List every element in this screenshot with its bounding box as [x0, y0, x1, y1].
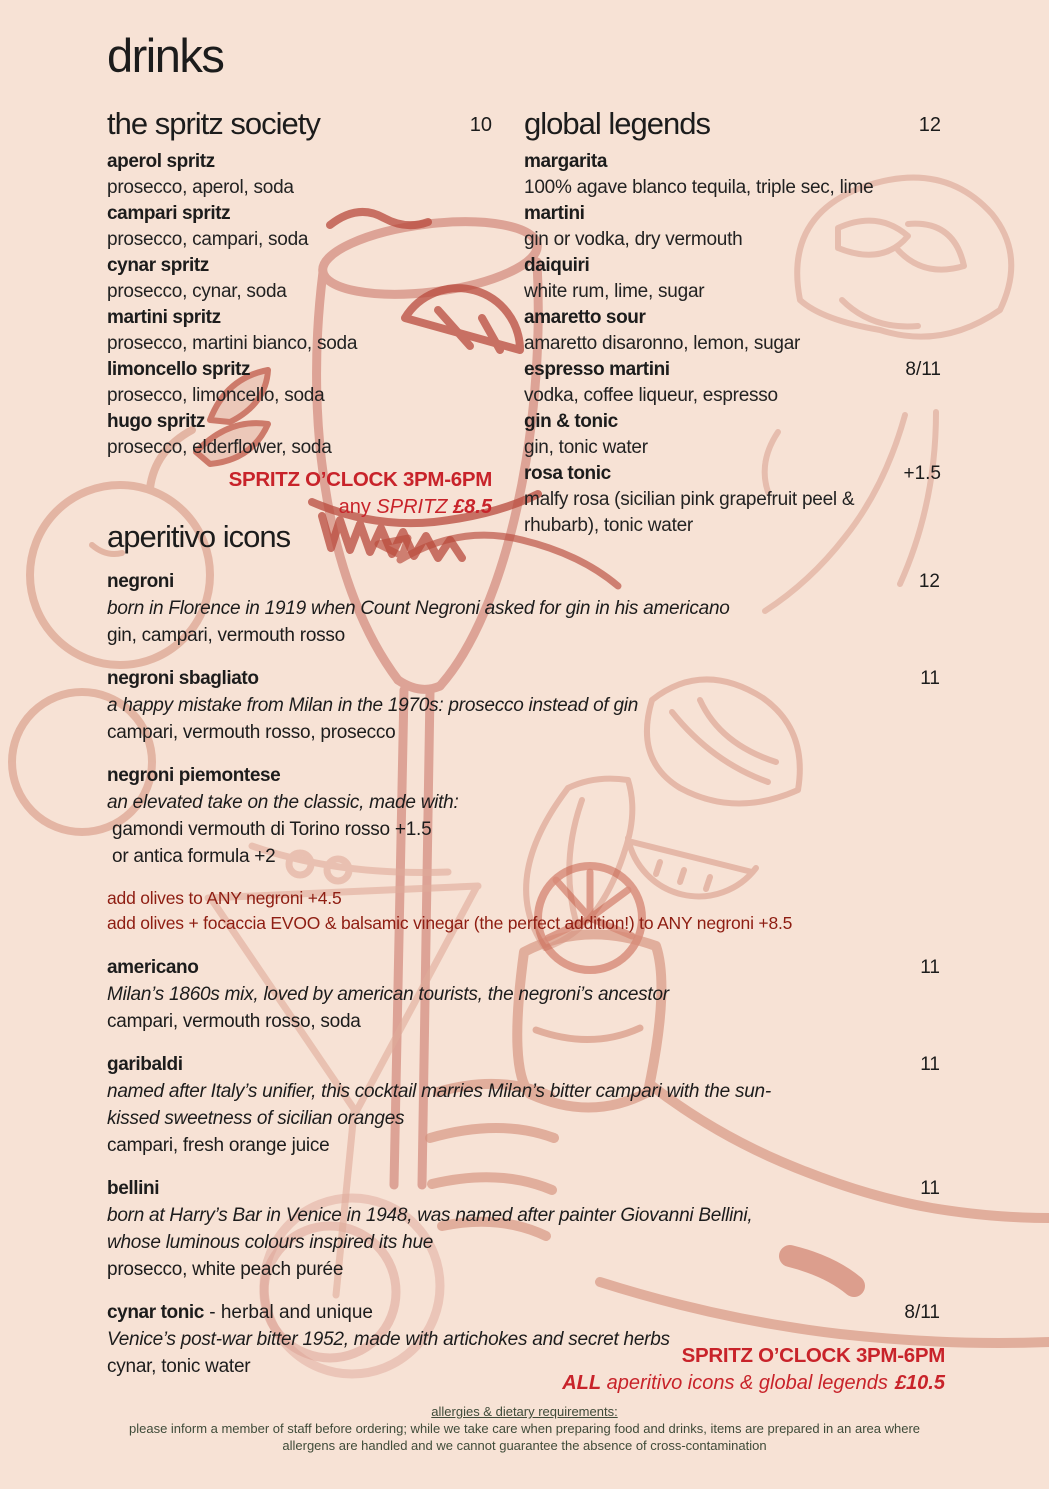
section-price: 10 — [469, 114, 492, 136]
menu-item-martini: martini gin or vodka, dry vermouth — [524, 203, 743, 250]
menu-item-gin-tonic: gin & tonic gin, tonic water — [524, 411, 648, 458]
allergy-notice — [0, 1403, 1049, 1454]
negroni-addons — [107, 886, 940, 936]
menu-item-limoncello-spritz: limoncello spritz prosecco, limoncello, soda — [107, 359, 325, 406]
section-global-legends — [524, 106, 941, 539]
section-price: 12 — [918, 114, 941, 136]
item-ingredients: cynar, tonic water — [107, 1356, 251, 1377]
section-title: global legends — [524, 106, 710, 141]
page-title: drinks — [107, 29, 224, 82]
item-price: 8/11 — [904, 1302, 940, 1323]
menu-item-amaretto-sour: amaretto sour amaretto disaronno, lemon, sugar — [524, 307, 801, 354]
section-title: aperitivo icons — [107, 519, 291, 554]
item-price: +1.5 — [903, 463, 941, 484]
item-story: an elevated take on the classic, made with: — [107, 792, 459, 813]
menu-item-cynar-spritz: cynar spritz prosecco, cynar, soda — [107, 255, 287, 302]
item-ingredients: campari, fresh orange juice — [107, 1135, 330, 1156]
promo-offer: any SPRITZ £8.5 — [338, 496, 492, 518]
item-price: 11 — [920, 957, 940, 978]
menu-item-hugo-spritz: hugo spritz prosecco, elderflower, soda — [107, 411, 332, 458]
addon-line: add olives to ANY negroni +4.5 — [107, 888, 342, 908]
section-spritz-society — [107, 106, 492, 521]
allergy-body: please inform a member of staff before ordering; while we take care when preparing food and drinks, items are prepared in an area where allergens are handled and we cannot guarantee the absence of cross-contamination — [128, 1421, 921, 1453]
menu-item-negroni: negroni 12 born in Florence in 1919 when Count Negroni asked for gin in his americano gin, campari, vermouth rosso — [107, 568, 940, 649]
promo-offer: ALL aperitivo icons & global legends £10.5 — [562, 1372, 945, 1394]
menu-item-margarita: margarita 100% agave blanco tequila, triple sec, lime — [524, 151, 874, 198]
section-header — [107, 106, 492, 142]
item-story: Milan’s 1860s mix, loved by american tourists, the negroni’s ancestor — [107, 984, 669, 1005]
menu-item-campari-spritz: campari spritz prosecco, campari, soda — [107, 203, 309, 250]
section-title: the spritz society — [107, 106, 320, 141]
item-price: 11 — [920, 1178, 940, 1199]
menu-item-rosa-tonic: rosa tonic +1.5 malfy rosa (sicilian pink grapefruit peel & rhubarb), tonic water — [524, 463, 941, 536]
section-header — [524, 106, 941, 142]
menu-item-cynar-tonic: cynar tonic - herbal and unique 8/11 Venice’s post-war bitter 1952, made with artichokes and secret herbs cynar, tonic water — [107, 1299, 940, 1380]
allergy-heading: allergies & dietary requirements: — [431, 1404, 618, 1419]
menu-item-negroni-sbagliato: negroni sbagliato 11 a happy mistake from Milan in the 1970s: prosecco instead of gin campari, vermouth rosso, prosecco — [107, 665, 940, 746]
menu-item-espresso-martini: espresso martini 8/11 vodka, coffee liqueur, espresso — [524, 359, 941, 406]
promo-headline: SPRITZ O’CLOCK 3PM-6PM — [228, 468, 492, 491]
item-option: or antica formula +2 — [112, 846, 276, 867]
item-price: 11 — [920, 1054, 940, 1075]
happy-hour-promo — [562, 1342, 945, 1397]
item-ingredients: campari, vermouth rosso, soda — [107, 1011, 361, 1032]
spritz-oclock-promo — [107, 466, 492, 521]
section-aperitivo-icons — [107, 519, 940, 1396]
item-story: named after Italy’s unifier, this cocktail marries Milan’s bitter campari with the sun-kissed sweetness of sicilian oranges — [107, 1081, 771, 1129]
item-ingredients: campari, vermouth rosso, prosecco — [107, 722, 396, 743]
menu-item-americano: americano 11 Milan’s 1860s mix, loved by american tourists, the negroni’s ancestor campari, vermouth rosso, soda — [107, 954, 940, 1035]
addon-line: add olives + focaccia EVOO & balsamic vinegar (the perfect addition!) to ANY negroni +8.5 — [107, 913, 793, 933]
menu-item-garibaldi: garibaldi 11 named after Italy’s unifier, this cocktail marries Milan’s bitter campari with the sun-kissed sweetness of sicilian oranges campari, fresh orange juice — [107, 1051, 940, 1159]
menu-item-bellini: bellini 11 born at Harry’s Bar in Venice in 1948, was named after painter Giovanni Bellini, whose luminous colours inspired its hue prosecco, white peach purée — [107, 1175, 940, 1283]
promo-headline: SPRITZ O’CLOCK 3PM-6PM — [681, 1344, 945, 1367]
menu-item-negroni-piemontese: negroni piemontese an elevated take on the classic, made with: gamondi vermouth di Torino rosso +1.5 or antica formula +2 — [107, 762, 940, 870]
item-tagline: - herbal and unique — [203, 1302, 373, 1323]
item-price: 11 — [920, 668, 940, 689]
item-price: 8/11 — [905, 359, 941, 380]
menu-item-martini-spritz: martini spritz prosecco, martini bianco, soda — [107, 307, 358, 354]
item-option: gamondi vermouth di Torino rosso +1.5 — [112, 819, 432, 840]
item-ingredients: gin, campari, vermouth rosso — [107, 625, 345, 646]
item-price: 12 — [918, 571, 940, 592]
item-story: a happy mistake from Milan in the 1970s: prosecco instead of gin — [107, 695, 639, 716]
item-story: born at Harry’s Bar in Venice in 1948, was named after painter Giovanni Bellini, whose luminous colours inspired its hue — [107, 1205, 753, 1253]
item-story: born in Florence in 1919 when Count Negroni asked for gin in his americano — [107, 598, 730, 619]
menu-item-aperol-spritz: aperol spritz prosecco, aperol, soda — [107, 151, 294, 198]
menu-item-daiquiri: daiquiri white rum, lime, sugar — [524, 255, 705, 302]
item-story: Venice’s post-war bitter 1952, made with artichokes and secret herbs — [107, 1329, 670, 1350]
item-ingredients: prosecco, white peach purée — [107, 1259, 344, 1280]
